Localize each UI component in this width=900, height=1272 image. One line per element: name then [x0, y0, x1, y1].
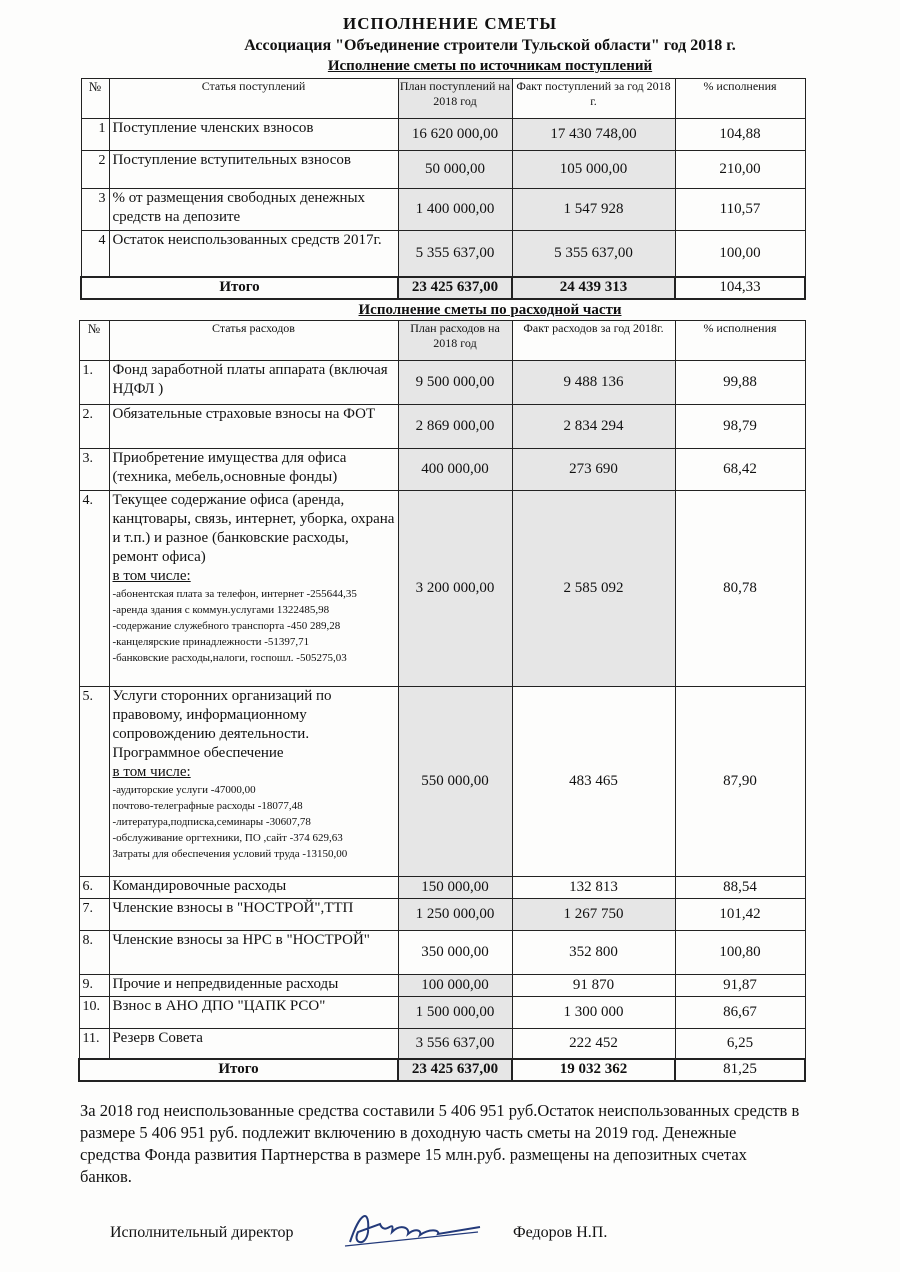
document-subtitle: Ассоциация "Объединение строители Тульской области" год 2018 г. [244, 37, 736, 54]
row-fact: 105 000,00 [512, 151, 675, 189]
document-title: ИСПОЛНЕНИЕ СМЕТЫ [342, 14, 558, 33]
including-label: в том числе: [112, 764, 191, 780]
row-label: Услуги сторонних организаций по правовому, информационному сопровождению деятельности. Программное обеспечение [112, 688, 332, 761]
row-label: Обязательные страховые взносы на ФОТ [109, 405, 398, 449]
row-fact: 5 355 637,00 [512, 231, 675, 277]
row-label-block [109, 491, 398, 687]
expense-heading: Исполнение сметы по расходной части [358, 302, 622, 318]
row-number: 4 [81, 231, 109, 277]
total-percent: 104,33 [675, 277, 805, 299]
row-percent: 104,88 [675, 119, 805, 151]
row-label: Текущее содержание офиса (аренда, канцтовары, связь, интернет, уборка, охрана и т.п.) и разное (банковские расходы, ремонт офиса) [112, 492, 395, 565]
row-plan: 350 000,00 [398, 931, 512, 975]
row-number: 3. [79, 449, 109, 491]
col-article: Статья расходов [109, 321, 398, 361]
row-fact: 9 488 136 [512, 361, 675, 405]
table-row [79, 361, 805, 405]
total-percent: 81,25 [675, 1059, 805, 1081]
row-label-block [109, 687, 398, 877]
signer-name: Федоров Н.П. [513, 1224, 608, 1241]
row-number: 1. [79, 361, 109, 405]
table-row [79, 997, 805, 1029]
total-fact: 24 439 313 [512, 277, 675, 299]
row-number: 6. [79, 877, 109, 899]
row-number: 8. [79, 931, 109, 975]
table-row [79, 931, 805, 975]
expense-total-row [79, 1059, 805, 1081]
table-row [81, 189, 805, 231]
row-plan: 100 000,00 [398, 975, 512, 997]
col-article: Статья поступлений [109, 79, 398, 119]
row-label: Взнос в АНО ДПО "ЦАПК РСО" [109, 997, 398, 1029]
row-percent: 100,80 [675, 931, 805, 975]
table-row [81, 151, 805, 189]
income-heading: Исполнение сметы по источникам поступлений [327, 58, 653, 74]
total-label: Итого [81, 277, 398, 299]
row-label: Членские взносы за НРС в "НОСТРОЙ" [109, 931, 398, 975]
table-row [79, 405, 805, 449]
detail-line: -содержание служебного транспорта -450 289,28 [112, 620, 341, 632]
row-percent: 98,79 [675, 405, 805, 449]
row-fact: 352 800 [512, 931, 675, 975]
row-label: Поступление вступительных взносов [109, 151, 398, 189]
detail-line: почтово-телеграфные расходы -18077,48 [112, 800, 303, 812]
detail-line: -аренда здания с коммун.услугами 1322485,98 [112, 604, 330, 616]
row-percent: 91,87 [675, 975, 805, 997]
table-row [79, 1029, 805, 1059]
detail-line: Затраты для обеспечения условий труда -13150,00 [112, 848, 348, 860]
row-label: Командировочные расходы [109, 877, 398, 899]
total-plan: 23 425 637,00 [398, 1059, 512, 1081]
row-label: Приобретение имущества для офиса (техника, мебель,основные фонды) [109, 449, 398, 491]
row-fact: 132 813 [512, 877, 675, 899]
row-fact: 2 834 294 [512, 405, 675, 449]
row-percent: 86,67 [675, 997, 805, 1029]
row-plan: 50 000,00 [398, 151, 512, 189]
col-plan: План расходов на 2018 год [398, 321, 512, 361]
row-number: 1 [81, 119, 109, 151]
row-plan: 1 400 000,00 [398, 189, 512, 231]
row-plan: 150 000,00 [398, 877, 512, 899]
row-plan: 3 200 000,00 [398, 491, 512, 687]
table-row [79, 449, 805, 491]
row-fact: 2 585 092 [512, 491, 675, 687]
signer-position: Исполнительный директор [110, 1224, 294, 1241]
row-fact: 17 430 748,00 [512, 119, 675, 151]
row-label: % от размещения свободных денежных средств на депозите [109, 189, 398, 231]
col-number: № [81, 79, 109, 119]
row-plan: 2 869 000,00 [398, 405, 512, 449]
row-plan: 5 355 637,00 [398, 231, 512, 277]
row-number: 5. [79, 687, 109, 877]
row-number: 10. [79, 997, 109, 1029]
including-label: в том числе: [112, 568, 191, 584]
row-label: Фонд заработной платы аппарата (включая НДФЛ ) [109, 361, 398, 405]
expense-table [78, 320, 806, 1082]
income-table [80, 78, 806, 300]
total-label: Итого [79, 1059, 398, 1081]
row-percent: 210,00 [675, 151, 805, 189]
row-number: 3 [81, 189, 109, 231]
signature-icon [340, 1202, 490, 1252]
row-plan: 3 556 637,00 [398, 1029, 512, 1059]
row-percent: 100,00 [675, 231, 805, 277]
row-number: 11. [79, 1029, 109, 1059]
row-plan: 400 000,00 [398, 449, 512, 491]
col-fact: Факт поступлений за год 2018 г. [512, 79, 675, 119]
row-percent: 101,42 [675, 899, 805, 931]
expense-header-row [79, 321, 805, 361]
row-number: 9. [79, 975, 109, 997]
total-plan: 23 425 637,00 [398, 277, 512, 299]
detail-line: -канцелярские принадлежности -51397,71 [112, 636, 310, 648]
col-number: № [79, 321, 109, 361]
row-label: Членские взносы в "НОСТРОЙ",ТТП [109, 899, 398, 931]
summary-paragraph: За 2018 год неиспользованные средства составили 5 406 951 руб.Остаток неиспользованных средств в размере 5 406 951 руб. подлежит включению в доходную часть сметы на 2019 год. Денежные средства Фонда развития Партнерства в размере 15 млн.руб. размещены на депозитных счетах банков. [80, 1101, 800, 1186]
row-fact: 1 547 928 [512, 189, 675, 231]
row-plan: 1 250 000,00 [398, 899, 512, 931]
row-plan: 16 620 000,00 [398, 119, 512, 151]
row-fact: 222 452 [512, 1029, 675, 1059]
table-row [79, 975, 805, 997]
table-row [79, 491, 805, 687]
col-percent: % исполнения [675, 321, 805, 361]
detail-line: -аудиторские услуги -47000,00 [112, 784, 256, 796]
row-number: 2. [79, 405, 109, 449]
row-percent: 80,78 [675, 491, 805, 687]
table-row [79, 877, 805, 899]
row-percent: 88,54 [675, 877, 805, 899]
row-percent: 87,90 [675, 687, 805, 877]
row-number: 4. [79, 491, 109, 687]
col-percent: % исполнения [675, 79, 805, 119]
row-fact: 1 267 750 [512, 899, 675, 931]
row-label: Остаток неиспользованных средств 2017г. [109, 231, 398, 277]
row-label: Поступление членских взносов [109, 119, 398, 151]
detail-line: -обслуживание оргтехники, ПО ,сайт -374 629,63 [112, 832, 343, 844]
row-label: Прочие и непредвиденные расходы [109, 975, 398, 997]
row-label: Резерв Совета [109, 1029, 398, 1059]
table-row [81, 119, 805, 151]
detail-line: -абонентская плата за телефон, интернет -255644,35 [112, 588, 357, 600]
income-header-row [81, 79, 805, 119]
detail-line: -банковские расходы,налоги, госпошл. -505275,03 [112, 652, 347, 664]
table-row [79, 899, 805, 931]
row-plan: 550 000,00 [398, 687, 512, 877]
row-number: 2 [81, 151, 109, 189]
table-row [79, 687, 805, 877]
row-fact: 1 300 000 [512, 997, 675, 1029]
row-plan: 9 500 000,00 [398, 361, 512, 405]
row-fact: 91 870 [512, 975, 675, 997]
col-fact: Факт расходов за год 2018г. [512, 321, 675, 361]
income-total-row [81, 277, 805, 299]
detail-line: -литература,подписка,семинары -30607,78 [112, 816, 311, 828]
table-row [81, 231, 805, 277]
row-fact: 483 465 [512, 687, 675, 877]
row-percent: 6,25 [675, 1029, 805, 1059]
row-percent: 99,88 [675, 361, 805, 405]
row-number: 7. [79, 899, 109, 931]
col-plan: План поступлений на 2018 год [398, 79, 512, 119]
total-fact: 19 032 362 [512, 1059, 675, 1081]
row-percent: 110,57 [675, 189, 805, 231]
row-fact: 273 690 [512, 449, 675, 491]
row-plan: 1 500 000,00 [398, 997, 512, 1029]
row-percent: 68,42 [675, 449, 805, 491]
